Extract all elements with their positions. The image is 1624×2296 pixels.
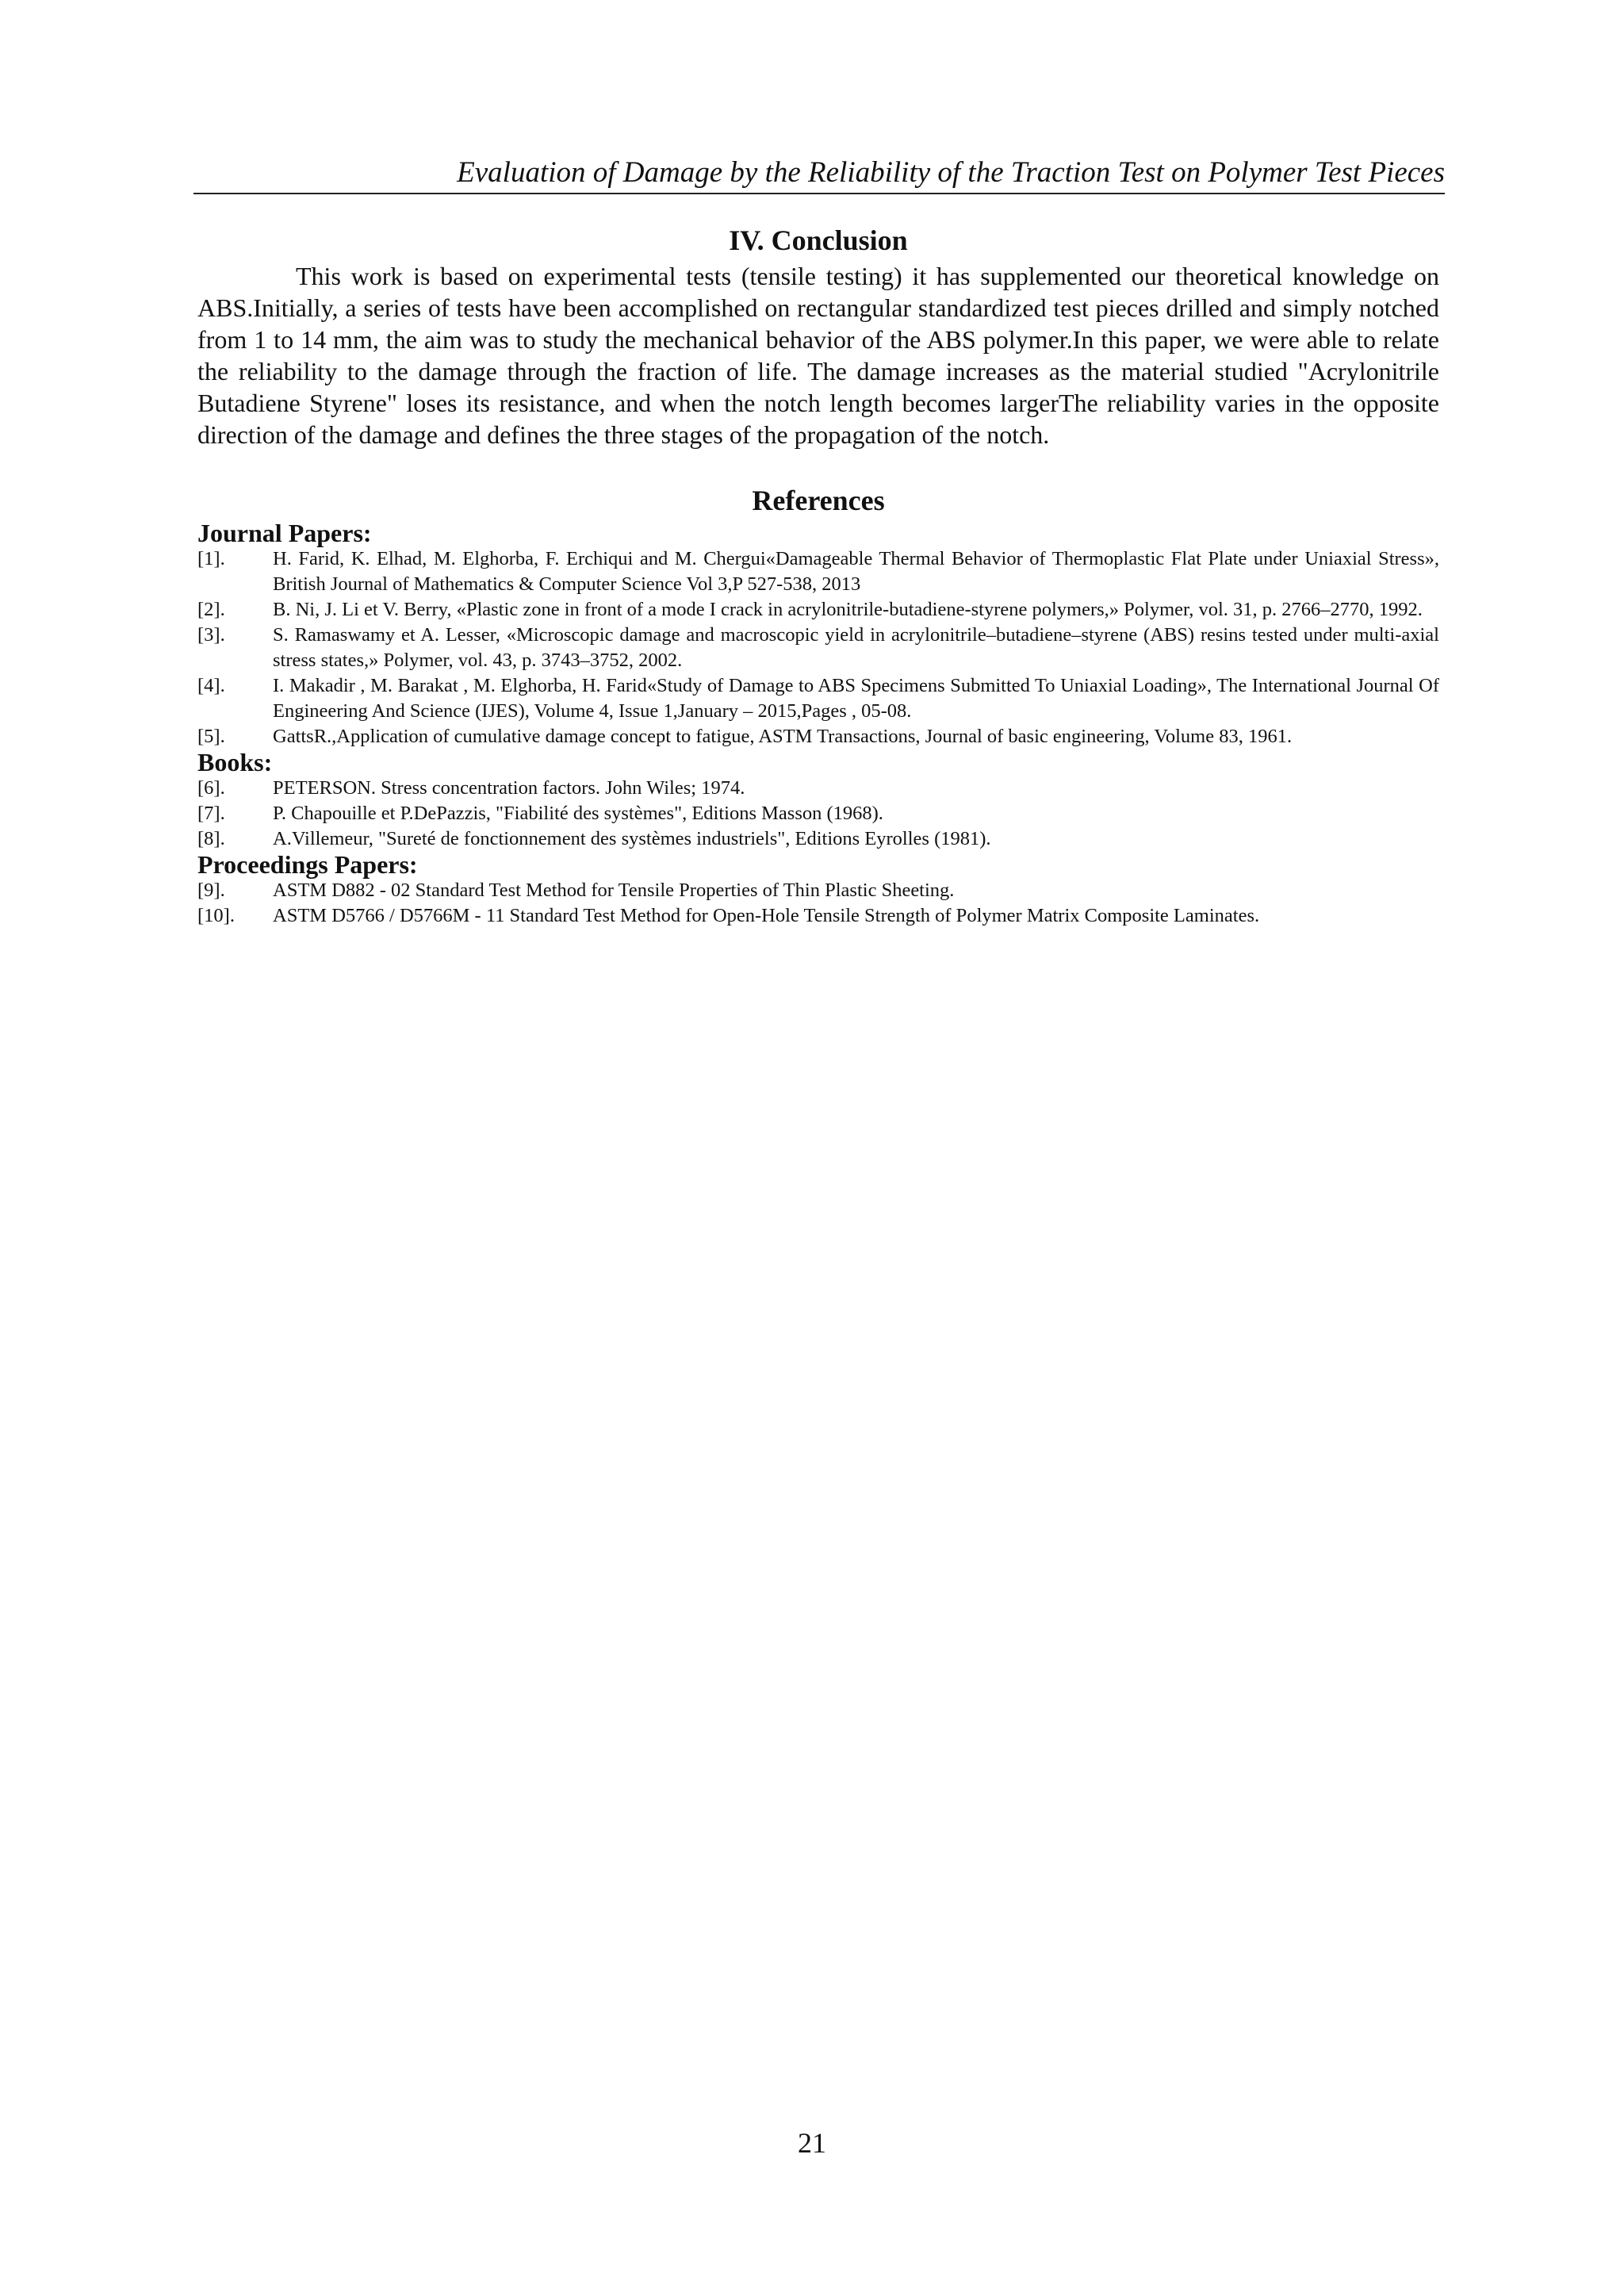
reference-text: ASTM D882 - 02 Standard Test Method for Tensile Properties of Thin Plastic Sheeting. — [273, 880, 955, 901]
conclusion-paragraph: This work is based on experimental tests (tensile testing) it has supplemented our theoretical knowledge on ABS.Initially, a series of tests have been accomplished on rectangular standardized test pieces drilled and simply notched from 1 to 14 mm, the aim was to study the mechanical behavior of the ABS polymer.In this paper, we were able to relate the reliability to the damage through the fraction of life. The damage increases as the material studied "Acrylonitrile Butadiene Styrene" loses its resistance, and when the notch length becomes largerThe reliability varies in the opposite direction of the damage and defines the three stages of the propagation of the notch. — [197, 262, 1439, 449]
reference-number: [2]. — [197, 599, 225, 620]
reference-number: [1]. — [197, 548, 225, 569]
reference-list — [197, 546, 1439, 749]
reference-number: [10]. — [197, 905, 235, 926]
reference-group-title: Proceedings Papers: — [197, 850, 418, 879]
reference-text: P. Chapouille et P.DePazzis, "Fiabilité des systèmes", Editions Masson (1968). — [273, 803, 883, 824]
reference-item — [197, 546, 1439, 597]
reference-group-title: Journal Papers: — [197, 519, 372, 547]
reference-item — [197, 597, 1439, 623]
page-number: 21 — [798, 2127, 826, 2159]
reference-list — [197, 878, 1439, 929]
reference-item — [197, 801, 1439, 826]
reference-item — [197, 673, 1439, 724]
reference-group-journal — [197, 520, 1439, 749]
reference-text: B. Ni, J. Li et V. Berry, «Plastic zone in front of a mode I crack in acrylonitrile-butadiene-styrene polymers,» Polymer, vol. 31, p. 2766–2770, 1992. — [273, 599, 1423, 620]
reference-text: S. Ramaswamy et A. Lesser, «Microscopic damage and macroscopic yield in acrylonitrile–butadiene–styrene (ABS) resins tested under multi-axial stress states,» Polymer, vol. 43, p. 3743–3752, 2002. — [273, 624, 1439, 671]
page-content — [197, 220, 1439, 929]
reference-item — [197, 623, 1439, 673]
reference-text: ASTM D5766 / D5766M - 11 Standard Test Method for Open-Hole Tensile Strength of Polymer Matrix Composite Laminates. — [273, 905, 1260, 926]
reference-group-books — [197, 749, 1439, 852]
reference-number: [5]. — [197, 726, 225, 747]
running-header: Evaluation of Damage by the Reliability of the Traction Test on Polymer Test Pieces — [457, 156, 1445, 189]
reference-item — [197, 724, 1439, 749]
reference-group-proceedings — [197, 852, 1439, 929]
reference-text: PETERSON. Stress concentration factors. John Wiles; 1974. — [273, 777, 745, 799]
section-heading-references: References — [752, 485, 885, 516]
reference-text: A.Villemeur, "Sureté de fonctionnement des systèmes industriels", Editions Eyrolles (1981). — [273, 828, 991, 849]
reference-number: [8]. — [197, 828, 225, 849]
reference-item — [197, 776, 1439, 801]
reference-number: [4]. — [197, 675, 225, 696]
reference-text: I. Makadir , M. Barakat , M. Elghorba, H. Farid«Study of Damage to ABS Specimens Submitted To Uniaxial Loading», The International Journal Of Engineering And Science (IJES), Volume 4, Issue 1,January – 2015,Pages , 05-08. — [273, 675, 1439, 722]
reference-number: [7]. — [197, 803, 225, 824]
reference-number: [3]. — [197, 624, 225, 646]
reference-item — [197, 878, 1439, 903]
reference-list — [197, 776, 1439, 852]
header-rule — [193, 193, 1445, 194]
section-heading-conclusion: IV. Conclusion — [729, 224, 908, 256]
reference-text: H. Farid, K. Elhad, M. Elghorba, F. Erchiqui and M. Chergui«Damageable Thermal Behavior of Thermoplastic Flat Plate under Uniaxial Stress», British Journal of Mathematics & Computer Science Vol 3,P 527-538, 2013 — [273, 548, 1439, 595]
reference-group-title: Books: — [197, 748, 273, 776]
reference-item — [197, 826, 1439, 852]
reference-number: [6]. — [197, 777, 225, 799]
reference-item — [197, 903, 1439, 929]
reference-text: GattsR.,Application of cumulative damage concept to fatigue, ASTM Transactions, Journal of basic engineering, Volume 83, 1961. — [273, 726, 1293, 747]
reference-number: [9]. — [197, 880, 225, 901]
